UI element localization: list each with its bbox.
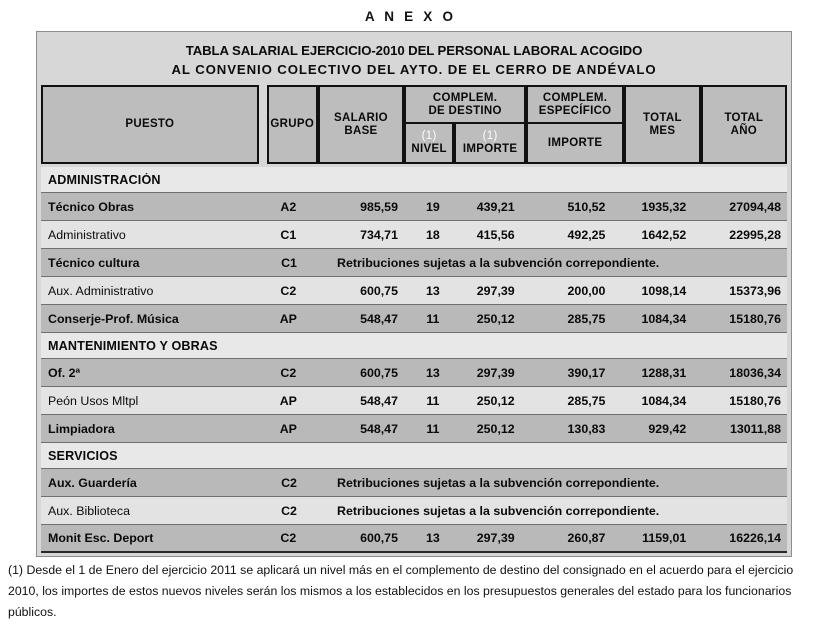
cell-salario-base: 600,75 bbox=[360, 365, 398, 380]
cell-salario-base: 548,47 bbox=[360, 421, 398, 436]
table-row bbox=[41, 469, 787, 497]
cell-nivel: 11 bbox=[426, 311, 440, 326]
column-header-salario-base-line-2: BASE bbox=[344, 124, 378, 137]
table-section-header-row bbox=[41, 333, 787, 359]
cell-puesto: Monit Esc. Deport bbox=[48, 531, 154, 545]
cell-importe-especifico: 130,83 bbox=[567, 421, 606, 436]
cell-total-mes: 1288,31 bbox=[641, 365, 687, 380]
cell-total-mes: 1642,52 bbox=[641, 227, 687, 242]
column-header-complem-especifico-line-2: ESPECÍFICO bbox=[538, 104, 612, 117]
cell-total-mes: 1935,32 bbox=[641, 199, 687, 214]
table-row bbox=[41, 249, 787, 277]
column-header-importe-destino bbox=[454, 123, 526, 164]
footnote-marker-importe: (1) bbox=[482, 130, 498, 142]
column-header-total-mes bbox=[624, 85, 701, 164]
cell-puesto: Limpiadora bbox=[48, 421, 115, 436]
column-header-nivel-label: NIVEL bbox=[411, 143, 447, 155]
cell-grupo: C2 bbox=[281, 475, 297, 490]
column-header-importe-especifico bbox=[526, 123, 624, 164]
cell-salario-base: 600,75 bbox=[360, 531, 398, 545]
table-row bbox=[41, 525, 787, 553]
column-header-total-mes-line-2: MES bbox=[649, 124, 676, 137]
table-row bbox=[41, 415, 787, 443]
cell-total-mes: 929,42 bbox=[648, 421, 687, 436]
table-section-header-row bbox=[41, 443, 787, 469]
cell-puesto: Administrativo bbox=[48, 227, 126, 242]
cell-total-anio: 22995,28 bbox=[729, 227, 781, 242]
cell-total-anio: 16226,14 bbox=[729, 531, 781, 545]
cell-grupo: C2 bbox=[280, 283, 297, 298]
cell-importe-destino: 297,39 bbox=[476, 283, 515, 298]
column-header-group-complem-especifico bbox=[526, 85, 624, 164]
column-header-salario-base bbox=[318, 85, 404, 164]
cell-nivel: 13 bbox=[426, 365, 440, 380]
cell-subvencion-note: Retribuciones sujetas a la subvención correpondiente. bbox=[337, 475, 660, 490]
cell-total-mes: 1159,01 bbox=[642, 531, 687, 545]
cell-importe-especifico: 390,17 bbox=[567, 365, 606, 380]
cell-total-anio: 13011,88 bbox=[729, 421, 781, 436]
column-header-complem-destino-line-2: DE DESTINO bbox=[428, 104, 502, 117]
table-row bbox=[41, 359, 787, 387]
cell-puesto: Aux. Guardería bbox=[48, 475, 137, 490]
cell-grupo: C1 bbox=[281, 255, 297, 270]
table-title bbox=[41, 36, 787, 85]
cell-total-mes: 1084,34 bbox=[641, 393, 687, 408]
cell-grupo: AP bbox=[279, 311, 297, 326]
section-label: ADMINISTRACIÓN bbox=[48, 172, 161, 187]
cell-importe-destino: 415,56 bbox=[476, 227, 515, 242]
cell-nivel: 18 bbox=[426, 227, 440, 242]
column-header-complem-especifico bbox=[526, 85, 624, 123]
cell-total-anio: 18036,34 bbox=[729, 365, 781, 380]
cell-grupo: A2 bbox=[280, 199, 297, 214]
cell-nivel: 13 bbox=[426, 283, 440, 298]
cell-nivel: 11 bbox=[426, 393, 440, 408]
cell-puesto: Técnico Obras bbox=[48, 199, 135, 214]
table-body bbox=[41, 167, 787, 553]
cell-importe-especifico: 492,25 bbox=[567, 227, 606, 242]
table-title-line-1: TABLA SALARIAL EJERCICIO-2010 DEL PERSONAL LABORAL ACOGIDO bbox=[185, 43, 643, 58]
page-title: A N E X O bbox=[364, 9, 457, 24]
cell-salario-base: 734,71 bbox=[360, 227, 398, 242]
table-title-line-2: AL CONVENIO COLECTIVO DEL AYTO. DE EL CERRO DE ANDÉVALO bbox=[171, 62, 657, 77]
table-row bbox=[41, 277, 787, 305]
cell-importe-especifico: 200,00 bbox=[567, 283, 606, 298]
column-header-total-mes-line-1: TOTAL bbox=[643, 111, 682, 124]
cell-importe-especifico: 260,87 bbox=[567, 531, 606, 545]
cell-importe-especifico: 510,52 bbox=[567, 199, 606, 214]
cell-total-anio: 27094,48 bbox=[729, 199, 781, 214]
table-header-row bbox=[41, 85, 787, 164]
cell-subvencion-note: Retribuciones sujetas a la subvención correpondiente. bbox=[337, 255, 660, 270]
cell-total-anio: 15373,96 bbox=[729, 283, 781, 298]
table-row bbox=[41, 221, 787, 249]
column-header-complem-especifico-line-1: COMPLEM. bbox=[542, 91, 608, 104]
section-label: SERVICIOS bbox=[48, 448, 118, 463]
cell-puesto: Aux. Administrativo bbox=[48, 283, 154, 298]
cell-grupo: C2 bbox=[281, 503, 297, 518]
column-header-total-anio-line-2: AÑO bbox=[730, 124, 758, 137]
cell-grupo: C2 bbox=[280, 365, 297, 380]
column-header-complem-destino-line-1: COMPLEM. bbox=[432, 91, 498, 104]
column-header-puesto: PUESTO bbox=[41, 85, 259, 164]
table-row bbox=[41, 387, 787, 415]
column-header-complem-destino bbox=[404, 85, 526, 123]
cell-grupo: AP bbox=[279, 421, 297, 436]
column-header-nivel bbox=[404, 123, 454, 164]
cell-puesto: Of. 2ª bbox=[48, 365, 81, 380]
cell-grupo: AP bbox=[279, 393, 297, 408]
cell-puesto: Técnico cultura bbox=[48, 255, 140, 270]
column-header-salario-base-line-1: SALARIO bbox=[334, 111, 388, 124]
footnote-marker-nivel: (1) bbox=[421, 130, 437, 142]
cell-total-anio: 15180,76 bbox=[729, 311, 781, 326]
table-row bbox=[41, 193, 787, 221]
salary-table bbox=[36, 31, 792, 557]
table-row bbox=[41, 305, 787, 333]
table-row bbox=[41, 497, 787, 525]
column-header-total-anio bbox=[701, 85, 787, 164]
footnote: (1) Desde el 1 de Enero del ejercicio 2011 se aplicará un nivel más en el complemento de destino del consignado en el acuerdo para el ejercicio 2010, los importes de estos nuevos niveles serán los mismos a los establecidos en los presupuestos generales del estado para los funcionarios públicos. bbox=[8, 563, 794, 619]
cell-total-mes: 1098,14 bbox=[641, 283, 687, 298]
header-spacer bbox=[259, 85, 267, 164]
column-header-grupo: GRUPO bbox=[267, 85, 318, 164]
cell-puesto: Conserje-Prof. Música bbox=[48, 311, 179, 326]
cell-importe-especifico: 285,75 bbox=[567, 311, 606, 326]
cell-salario-base: 548,47 bbox=[360, 393, 398, 408]
column-header-importe-destino-label: IMPORTE bbox=[462, 143, 518, 155]
cell-importe-destino: 297,39 bbox=[476, 531, 515, 545]
cell-importe-destino: 250,12 bbox=[476, 393, 515, 408]
cell-importe-especifico: 285,75 bbox=[567, 393, 606, 408]
column-header-group-complem-destino bbox=[404, 85, 526, 164]
cell-nivel: 11 bbox=[426, 421, 440, 436]
cell-total-mes: 1084,34 bbox=[641, 311, 687, 326]
cell-grupo: C1 bbox=[280, 227, 297, 242]
cell-importe-destino: 439,21 bbox=[476, 199, 515, 214]
column-header-total-anio-line-1: TOTAL bbox=[724, 111, 764, 124]
cell-salario-base: 985,59 bbox=[360, 199, 398, 214]
cell-puesto: Peón Usos Mltpl bbox=[48, 393, 139, 408]
cell-grupo: C2 bbox=[280, 531, 297, 545]
cell-salario-base: 548,47 bbox=[360, 311, 398, 326]
cell-nivel: 13 bbox=[426, 531, 440, 545]
cell-importe-destino: 250,12 bbox=[476, 421, 515, 436]
cell-nivel: 19 bbox=[426, 199, 440, 214]
table-section-header-row bbox=[41, 167, 787, 193]
cell-puesto: Aux. Biblioteca bbox=[48, 503, 130, 518]
cell-salario-base: 600,75 bbox=[360, 283, 398, 298]
cell-subvencion-note: Retribuciones sujetas a la subvención correpondiente. bbox=[337, 503, 660, 518]
cell-total-anio: 15180,76 bbox=[729, 393, 781, 408]
cell-importe-destino: 297,39 bbox=[476, 365, 515, 380]
cell-importe-destino: 250,12 bbox=[476, 311, 515, 326]
column-header-importe-especifico-label: IMPORTE bbox=[547, 136, 603, 149]
section-label: MANTENIMIENTO Y OBRAS bbox=[48, 338, 218, 353]
